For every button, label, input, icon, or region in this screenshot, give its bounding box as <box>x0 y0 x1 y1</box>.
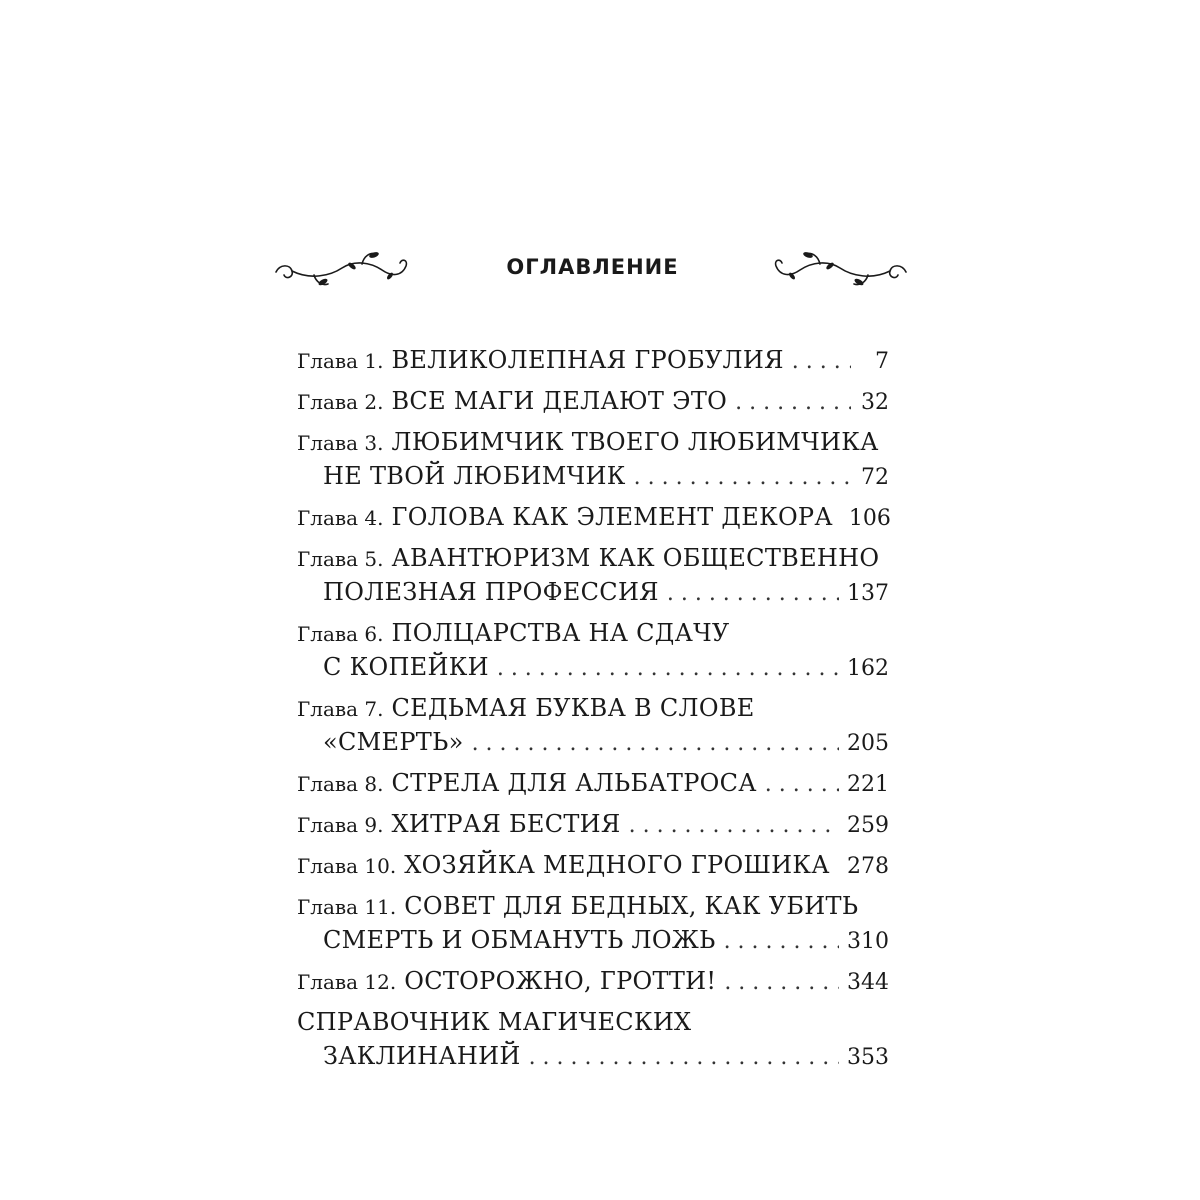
page-number: 7 <box>875 349 889 374</box>
dot-leader <box>667 577 839 611</box>
chapter-title: ВЕЛИКОЛЕПНАЯ ГРОБУЛИЯ <box>391 346 784 374</box>
dot-leader <box>634 461 851 495</box>
toc-entry[interactable] <box>297 541 889 609</box>
chapter-title: С КОПЕЙКИ <box>323 653 489 681</box>
toc-entry-line <box>297 616 889 650</box>
dot-leader <box>792 345 851 379</box>
page-title: ОГЛАВЛЕНИЕ <box>506 255 679 279</box>
chapter-title: ВСЕ МАГИ ДЕЛАЮТ ЭТО <box>391 387 728 415</box>
toc-entry[interactable] <box>297 384 889 418</box>
toc-entry-line <box>297 1005 889 1039</box>
toc-entry-line <box>297 766 889 800</box>
dot-leader <box>629 809 839 843</box>
dot-leader <box>472 727 839 761</box>
toc-entry-line <box>297 500 889 534</box>
chapter-title: ПОЛЦАРСТВА НА СДАЧУ <box>391 619 730 647</box>
chapter-label: Глава 11. <box>297 895 397 919</box>
dot-leader <box>765 768 839 802</box>
toc-entry-line <box>297 541 889 575</box>
toc-entry[interactable] <box>297 1005 889 1073</box>
chapter-label: Глава 9. <box>297 813 384 837</box>
page-number: 106 <box>848 506 891 531</box>
chapter-title: ОСТОРОЖНО, ГРОТТИ! <box>404 967 717 995</box>
chapter-label: Глава 6. <box>297 622 384 646</box>
toc-entry-line <box>297 691 889 725</box>
page-number: 344 <box>847 970 889 995</box>
chapter-title: НЕ ТВОЙ ЛЮБИМЧИК <box>323 462 626 490</box>
chapter-title: ХОЗЯЙКА МЕДНОГО ГРОШИКА <box>404 851 830 879</box>
toc-entry[interactable] <box>297 616 889 684</box>
page-number: 162 <box>847 656 889 681</box>
toc-entry-line <box>297 923 889 957</box>
chapter-label: Глава 3. <box>297 431 384 455</box>
toc-entry-line <box>297 343 889 377</box>
toc-entry[interactable] <box>297 889 889 957</box>
chapter-title: СМЕРТЬ И ОБМАНУТЬ ЛОЖЬ <box>323 926 716 954</box>
toc-entry-line <box>297 384 889 418</box>
chapter-label: Глава 10. <box>297 854 397 878</box>
toc-entry[interactable] <box>297 807 889 841</box>
chapter-label: Глава 12. <box>297 970 397 994</box>
chapter-title: АВАНТЮРИЗМ КАК ОБЩЕСТВЕННО <box>391 544 880 572</box>
dot-leader <box>838 850 839 884</box>
toc-header <box>260 246 925 294</box>
page-number: 205 <box>847 731 889 756</box>
floral-swirl-icon <box>772 246 912 294</box>
toc-entry[interactable] <box>297 500 889 534</box>
chapter-title: СТРЕЛА ДЛЯ АЛЬБАТРОСА <box>391 769 757 797</box>
chapter-title: ГОЛОВА КАК ЭЛЕМЕНТ ДЕКОРА <box>391 503 833 531</box>
toc-entry[interactable] <box>297 691 889 759</box>
toc-entry[interactable] <box>297 343 889 377</box>
chapter-title: СЕДЬМАЯ БУКВА В СЛОВЕ <box>391 694 755 722</box>
toc-entry-line <box>297 650 889 684</box>
toc-entry[interactable] <box>297 964 889 998</box>
dot-leader <box>735 386 851 420</box>
table-of-contents <box>297 343 889 1080</box>
page-number: 353 <box>847 1045 889 1070</box>
dot-leader <box>529 1041 839 1075</box>
page-number: 278 <box>847 854 889 879</box>
dot-leader <box>724 925 839 959</box>
toc-entry-line <box>297 575 889 609</box>
chapter-label: Глава 1. <box>297 349 384 373</box>
page-number: 259 <box>847 813 889 838</box>
chapter-label: Глава 8. <box>297 772 384 796</box>
toc-entry[interactable] <box>297 848 889 882</box>
chapter-label: Глава 4. <box>297 506 384 530</box>
toc-entry-line <box>297 725 889 759</box>
toc-entry-line <box>297 1039 889 1073</box>
toc-entry-line <box>297 459 889 493</box>
page-number: 221 <box>847 772 889 797</box>
toc-entry[interactable] <box>297 425 889 493</box>
dot-leader <box>724 966 839 1000</box>
page-number: 32 <box>861 390 889 415</box>
chapter-title: СОВЕТ ДЛЯ БЕДНЫХ, КАК УБИТЬ <box>404 892 859 920</box>
chapter-label: Глава 2. <box>297 390 384 414</box>
chapter-label: Глава 7. <box>297 697 384 721</box>
page-number: 310 <box>847 929 889 954</box>
chapter-label: Глава 5. <box>297 547 384 571</box>
chapter-title: ЛЮБИМЧИК ТВОЕГО ЛЮБИМЧИКА <box>391 428 879 456</box>
toc-entry-line <box>297 425 889 459</box>
chapter-title: «СМЕРТЬ» <box>323 728 464 756</box>
chapter-title: СПРАВОЧНИК МАГИЧЕСКИХ <box>297 1008 692 1036</box>
dot-leader <box>497 652 839 686</box>
toc-entry[interactable] <box>297 766 889 800</box>
chapter-title: ЗАКЛИНАНИЙ <box>323 1042 521 1070</box>
toc-entry-line <box>297 964 889 998</box>
toc-entry-line <box>297 807 889 841</box>
chapter-title: ХИТРАЯ БЕСТИЯ <box>391 810 621 838</box>
page-number: 137 <box>847 581 889 606</box>
chapter-title: ПОЛЕЗНАЯ ПРОФЕССИЯ <box>323 578 659 606</box>
toc-entry-line <box>297 889 889 923</box>
toc-entry-line <box>297 848 889 882</box>
page-number: 72 <box>861 465 889 490</box>
